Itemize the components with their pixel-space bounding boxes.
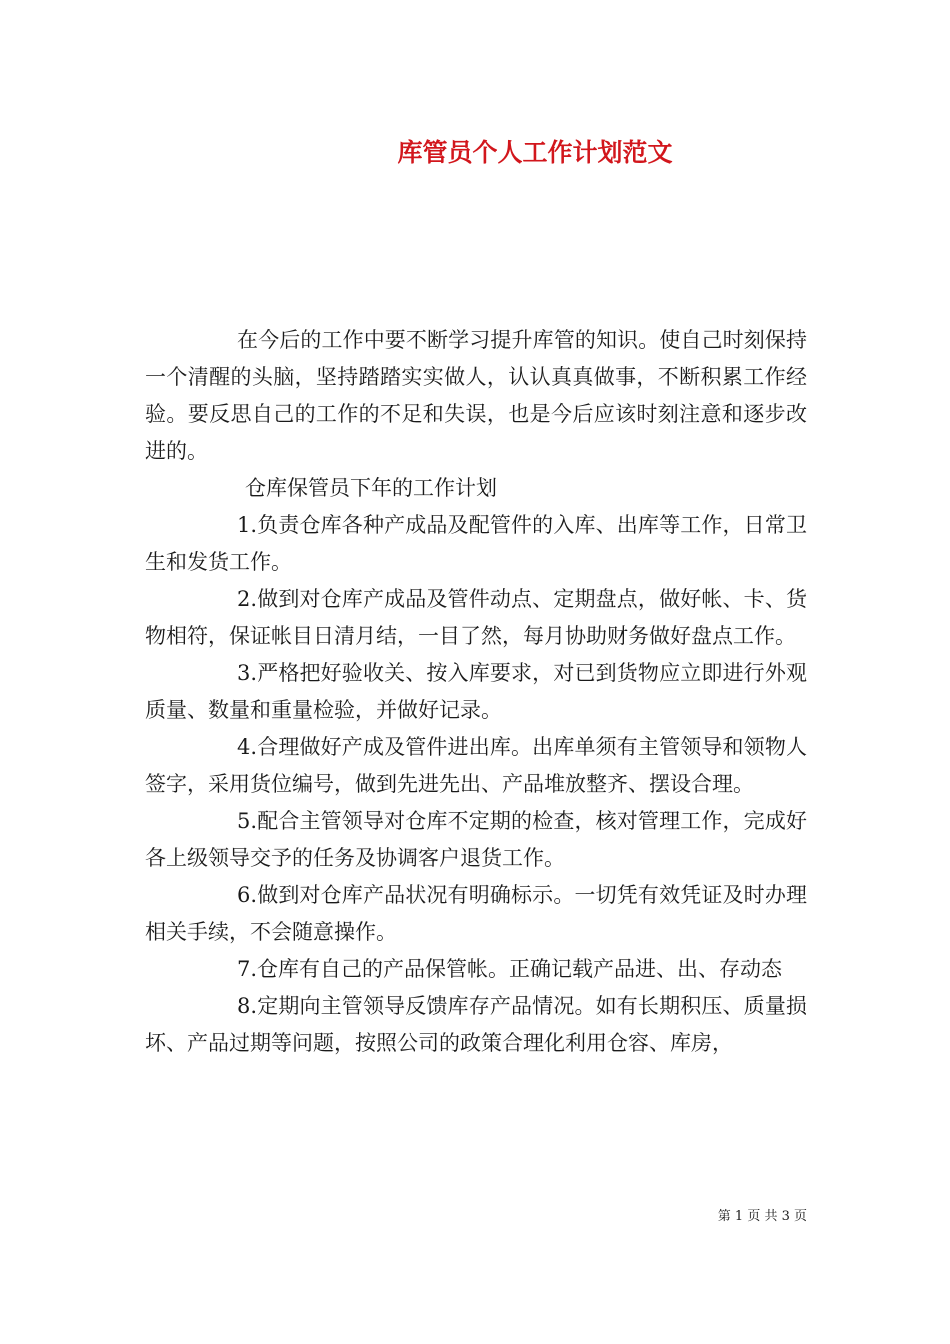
section-heading: 仓库保管员下年的工作计划: [245, 476, 497, 500]
list-item-5: 5.配合主管领导对仓库不定期的检查，核对管理工作，完成好各上级领导交予的任务及协调客户退货工作。: [145, 809, 807, 870]
list-item-7: 7.仓库有自己的产品保管帐。正确记载产品进、出、存动态: [237, 957, 783, 981]
list-item-3: 3.严格把好验收关、按入库要求，对已到货物应立即进行外观质量、数量和重量检验，并做好记录。: [145, 661, 807, 722]
list-item-2: 2.做到对仓库产成品及管件动点、定期盘点，做好帐、卡、货物相符，保证帐目日清月结，一目了然，每月协助财务做好盘点工作。: [145, 587, 807, 648]
page-number-footer: 第 1 页 共 3 页: [717, 1209, 807, 1224]
list-item-8: 8.定期向主管领导反馈库存产品情况。如有长期积压、质量损坏、产品过期等问题，按照公司的政策合理化利用仓容、库房，: [145, 994, 807, 1055]
page-title: 库管员个人工作计划范文: [397, 138, 673, 167]
paragraph-intro: 在今后的工作中要不断学习提升库管的知识。使自己时刻保持一个清醒的头脑，坚持踏踏实实做人，认认真真做事，不断积累工作经验。要反思自己的工作的不足和失误，也是今后应该时刻注意和逐步改进的。: [145, 328, 807, 463]
list-item-4: 4.合理做好产成及管件进出库。出库单须有主管领导和领物人签字，采用货位编号，做到先进先出、产品堆放整齐、摆设合理。: [145, 735, 807, 796]
document-body: [145, 322, 807, 1062]
list-item-1: 1.负责仓库各种产成品及配管件的入库、出库等工作，日常卫生和发货工作。: [145, 513, 807, 574]
list-item-6: 6.做到对仓库产品状况有明确标示。一切凭有效凭证及时办理相关手续，不会随意操作。: [145, 883, 807, 944]
